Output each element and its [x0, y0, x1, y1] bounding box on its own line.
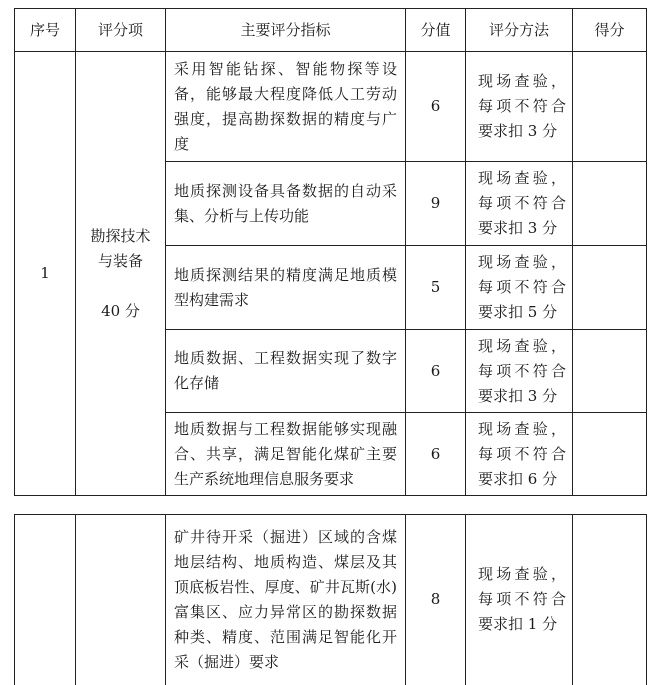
method-cell: 现场查验，每项不符合要求扣 6 分	[466, 413, 573, 496]
got-cell	[573, 515, 647, 685]
continued-no-cell	[15, 515, 76, 685]
got-cell	[573, 246, 647, 330]
scoring-table	[14, 8, 647, 496]
header-score: 分值	[406, 9, 466, 52]
continued-category-cell	[76, 515, 166, 685]
table-row	[15, 515, 647, 685]
indicator-cell: 地质探测设备具备数据的自动采集、分析与上传功能	[166, 162, 406, 246]
category-line-1: 勘探技术	[90, 226, 151, 245]
group-category	[76, 52, 166, 496]
got-cell	[573, 413, 647, 496]
header-got: 得分	[573, 9, 647, 52]
indicator-cell: 地质数据、工程数据实现了数字化存储	[166, 330, 406, 413]
category-spacer	[78, 274, 163, 299]
score-cell: 6	[406, 330, 466, 413]
indicator-cell: 地质探测结果的精度满足地质模型构建需求	[166, 246, 406, 330]
score-cell: 8	[406, 515, 466, 685]
method-cell: 现场查验，每项不符合要求扣 3 分	[466, 330, 573, 413]
indicator-cell: 地质数据与工程数据能够实现融合、共享，满足智能化煤矿主要生产系统地理信息服务要求	[166, 413, 406, 496]
header-indicator: 主要评分指标	[166, 9, 406, 52]
scoring-table-continued	[14, 514, 647, 685]
method-cell: 现场查验，每项不符合要求扣 1 分	[466, 515, 573, 685]
header-no: 序号	[15, 9, 76, 52]
method-cell: 现场查验，每项不符合要求扣 3 分	[466, 52, 573, 162]
indicator-cell: 采用智能钻探、智能物探等设备，能够最大程度降低人工劳动强度，提高勘探数据的精度与广度	[166, 52, 406, 162]
got-cell	[573, 162, 647, 246]
header-category: 评分项	[76, 9, 166, 52]
category-line-2: 与装备	[97, 251, 143, 270]
method-cell: 现场查验，每项不符合要求扣 5 分	[466, 246, 573, 330]
group-no: 1	[15, 52, 76, 496]
score-cell: 5	[406, 246, 466, 330]
table-header-row	[15, 9, 647, 52]
indicator-cell: 矿井待开采（掘进）区域的含煤地层结构、地质构造、煤层及其顶底板岩性、厚度、矿井瓦斯(水)富集区、应力异常区的勘探数据种类、精度、范围满足智能化开采（掘进）要求	[166, 515, 406, 685]
got-cell	[573, 330, 647, 413]
method-cell: 现场查验，每项不符合要求扣 3 分	[466, 162, 573, 246]
score-cell: 6	[406, 52, 466, 162]
score-cell: 6	[406, 413, 466, 496]
table-row	[15, 52, 647, 162]
category-points: 40 分	[101, 301, 140, 320]
header-method: 评分方法	[466, 9, 573, 52]
got-cell	[573, 52, 647, 162]
score-cell: 9	[406, 162, 466, 246]
